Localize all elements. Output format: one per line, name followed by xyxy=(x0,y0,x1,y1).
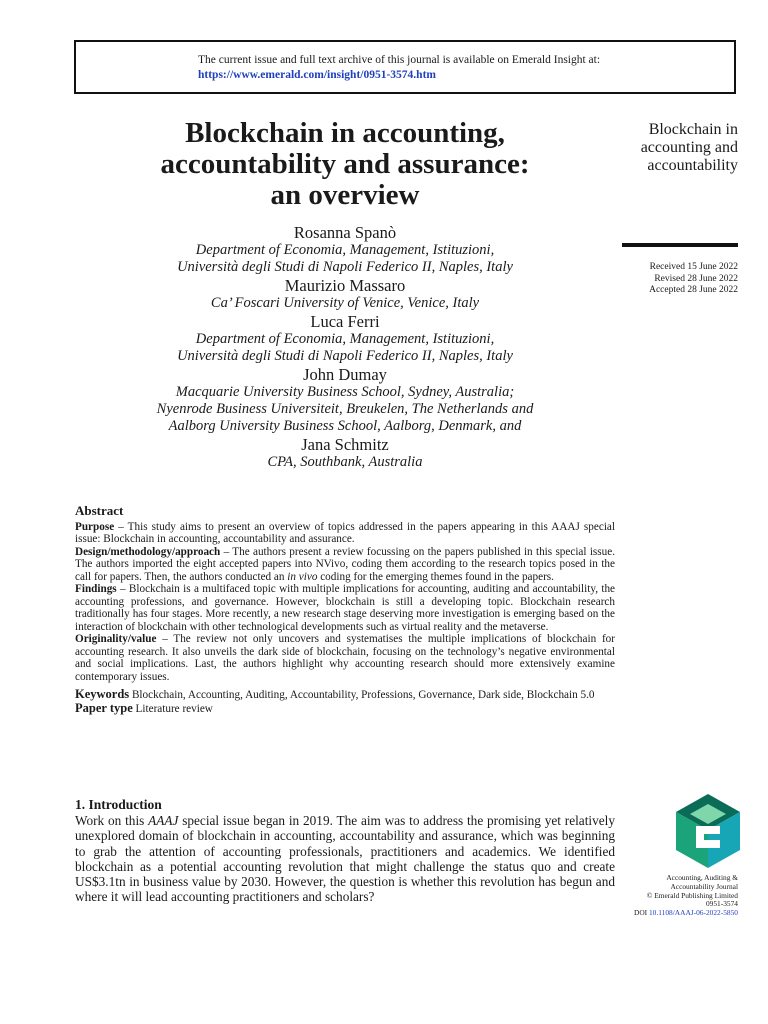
paper-title xyxy=(80,118,610,211)
design-text-end: coding for the emerging themes found in the papers. xyxy=(317,570,554,583)
title-line-1: Blockchain in accounting, xyxy=(185,117,505,149)
journal-name-line: Accountability Journal xyxy=(670,881,738,891)
author-affiliation: Department of Economia, Management, Istituzioni, xyxy=(195,242,495,258)
introduction-heading: 1. Introduction xyxy=(75,797,162,812)
title-line-3: an overview xyxy=(270,179,420,211)
abstract-purpose xyxy=(75,521,615,546)
running-title-line: Blockchain in xyxy=(648,121,738,138)
purpose-text: – This study aims to present an overview of topics addressed in the papers appearing in this AAAJ special issue: Blockchain in accounting, accountability and assurance. xyxy=(75,520,615,545)
accepted-date: Accepted 28 June 2022 xyxy=(649,285,738,295)
issn-line: 0951-3574 xyxy=(705,899,738,909)
intro-text-body: special issue began in 2019. The aim was to address the promising yet relatively unexplored domain of blockchain in accounting, accountability and assurance, which was beginning to grab the attention of accounting professionals, practitioners and academics. We identified blockchain as a potential accounting revolution that might challenge the status quo and create US$3.1tn in business value by 2030. However, the question is whether this revolution has begun and where it will lead accounting practitioners and scholars? xyxy=(75,813,615,905)
intro-journal-abbr: AAAJ xyxy=(148,813,179,829)
running-title-line: accountability xyxy=(647,157,738,174)
revised-date: Revised 28 June 2022 xyxy=(654,273,738,284)
originality-text: – The review not only uncovers and systematises the multiple implications of blockchain for accounting research. It also unveils the dark side of blockchain, focusing on the technology’s negative environmental and social implications. Last, the authors highlight why accounting research should more extensively examine contemporary issues. xyxy=(75,633,615,683)
findings-text: – Blockchain is a multifaced topic with multiple implications for accounting, auditing and accountability, the accounting professions, and governance. However, blockchain is still a developing topic. Blockchain research traditionally has four stages. More recently, a new research stage deserving more investigation is emerging based on the interaction of blockchain with other technological developments such as virtual reality and the metaverse. xyxy=(75,583,615,633)
introduction-section xyxy=(75,797,615,904)
doi-line xyxy=(610,909,738,918)
journal-name-line: Accounting, Auditing & xyxy=(666,873,738,882)
title-line-2: accountability and assurance: xyxy=(160,148,530,180)
author-name: Rosanna Spanò xyxy=(293,223,397,242)
abstract-design xyxy=(75,546,615,584)
findings-label: Findings xyxy=(75,583,117,595)
author-name: Jana Schmitz xyxy=(301,435,389,454)
doi-link[interactable]: 10.1108/AAAJ-06-2022-5850 xyxy=(648,908,738,918)
author-affiliation: Università degli Studi di Napoli Federico II, Naples, Italy xyxy=(177,259,513,275)
author-affiliation: Department of Economia, Management, Istituzioni, xyxy=(195,331,495,347)
abstract-originality xyxy=(75,633,615,683)
abstract-paper-type xyxy=(75,702,615,716)
design-label: Design/methodology/approach xyxy=(75,545,221,558)
introduction-paragraph xyxy=(75,813,615,904)
author-name: Luca Ferri xyxy=(310,312,380,331)
keywords-label: Keywords xyxy=(75,687,130,701)
doi-label: DOI xyxy=(633,908,649,918)
abstract-keywords xyxy=(75,688,615,702)
design-text: – The authors present a review focussing on the papers published in this special issue. The authors imported the eight accepted papers into NVivo, coding them according to the research topics posed in the call for papers. Then, the authors conducted an xyxy=(75,545,615,583)
running-title xyxy=(610,121,738,175)
sidebar-divider xyxy=(622,243,738,247)
emerald-logo-svg xyxy=(676,794,740,868)
author-name: Maurizio Massaro xyxy=(284,276,406,295)
author-name: John Dumay xyxy=(303,365,387,384)
intro-text-start: Work on this xyxy=(75,813,149,829)
author-affiliation: Università degli Studi di Napoli Federico II, Naples, Italy xyxy=(177,348,513,364)
author-affiliation: Nyenrode Business Universiteit, Breukelen, The Netherlands and xyxy=(156,401,534,417)
notice-text: The current issue and full text archive of this journal is available on Emerald Insight at: xyxy=(198,54,601,66)
journal-archive-link[interactable]: https://www.emerald.com/insight/0951-3574.htm xyxy=(198,69,436,81)
paper-type-text: Literature review xyxy=(132,702,213,715)
submission-dates xyxy=(610,262,738,297)
received-date: Received 15 June 2022 xyxy=(649,262,738,272)
design-italic: in vivo xyxy=(287,570,318,583)
author-affiliation: Aalborg University Business School, Aalborg, Denmark, and xyxy=(168,418,522,434)
author-affiliation: Macquarie University Business School, Sydney, Australia; xyxy=(175,384,515,400)
author-affiliation: CPA, Southbank, Australia xyxy=(267,454,423,470)
abstract-findings xyxy=(75,583,615,633)
abstract-section xyxy=(75,505,615,715)
emerald-logo-icon xyxy=(676,794,740,868)
originality-label: Originality/value xyxy=(75,633,157,645)
keywords-text: Blockchain, Accounting, Auditing, Accountability, Professions, Governance, Dark side, Blockchain 5.0 xyxy=(129,689,595,701)
author-affiliation: Ca’ Foscari University of Venice, Venice, Italy xyxy=(210,295,480,311)
journal-info xyxy=(610,874,738,918)
running-title-line: accounting and xyxy=(640,139,738,156)
publisher-line: © Emerald Publishing Limited xyxy=(646,890,738,900)
author-list xyxy=(80,223,610,471)
paper-type-label: Paper type xyxy=(75,700,133,715)
purpose-label: Purpose xyxy=(75,520,115,533)
abstract-heading: Abstract xyxy=(75,503,124,518)
